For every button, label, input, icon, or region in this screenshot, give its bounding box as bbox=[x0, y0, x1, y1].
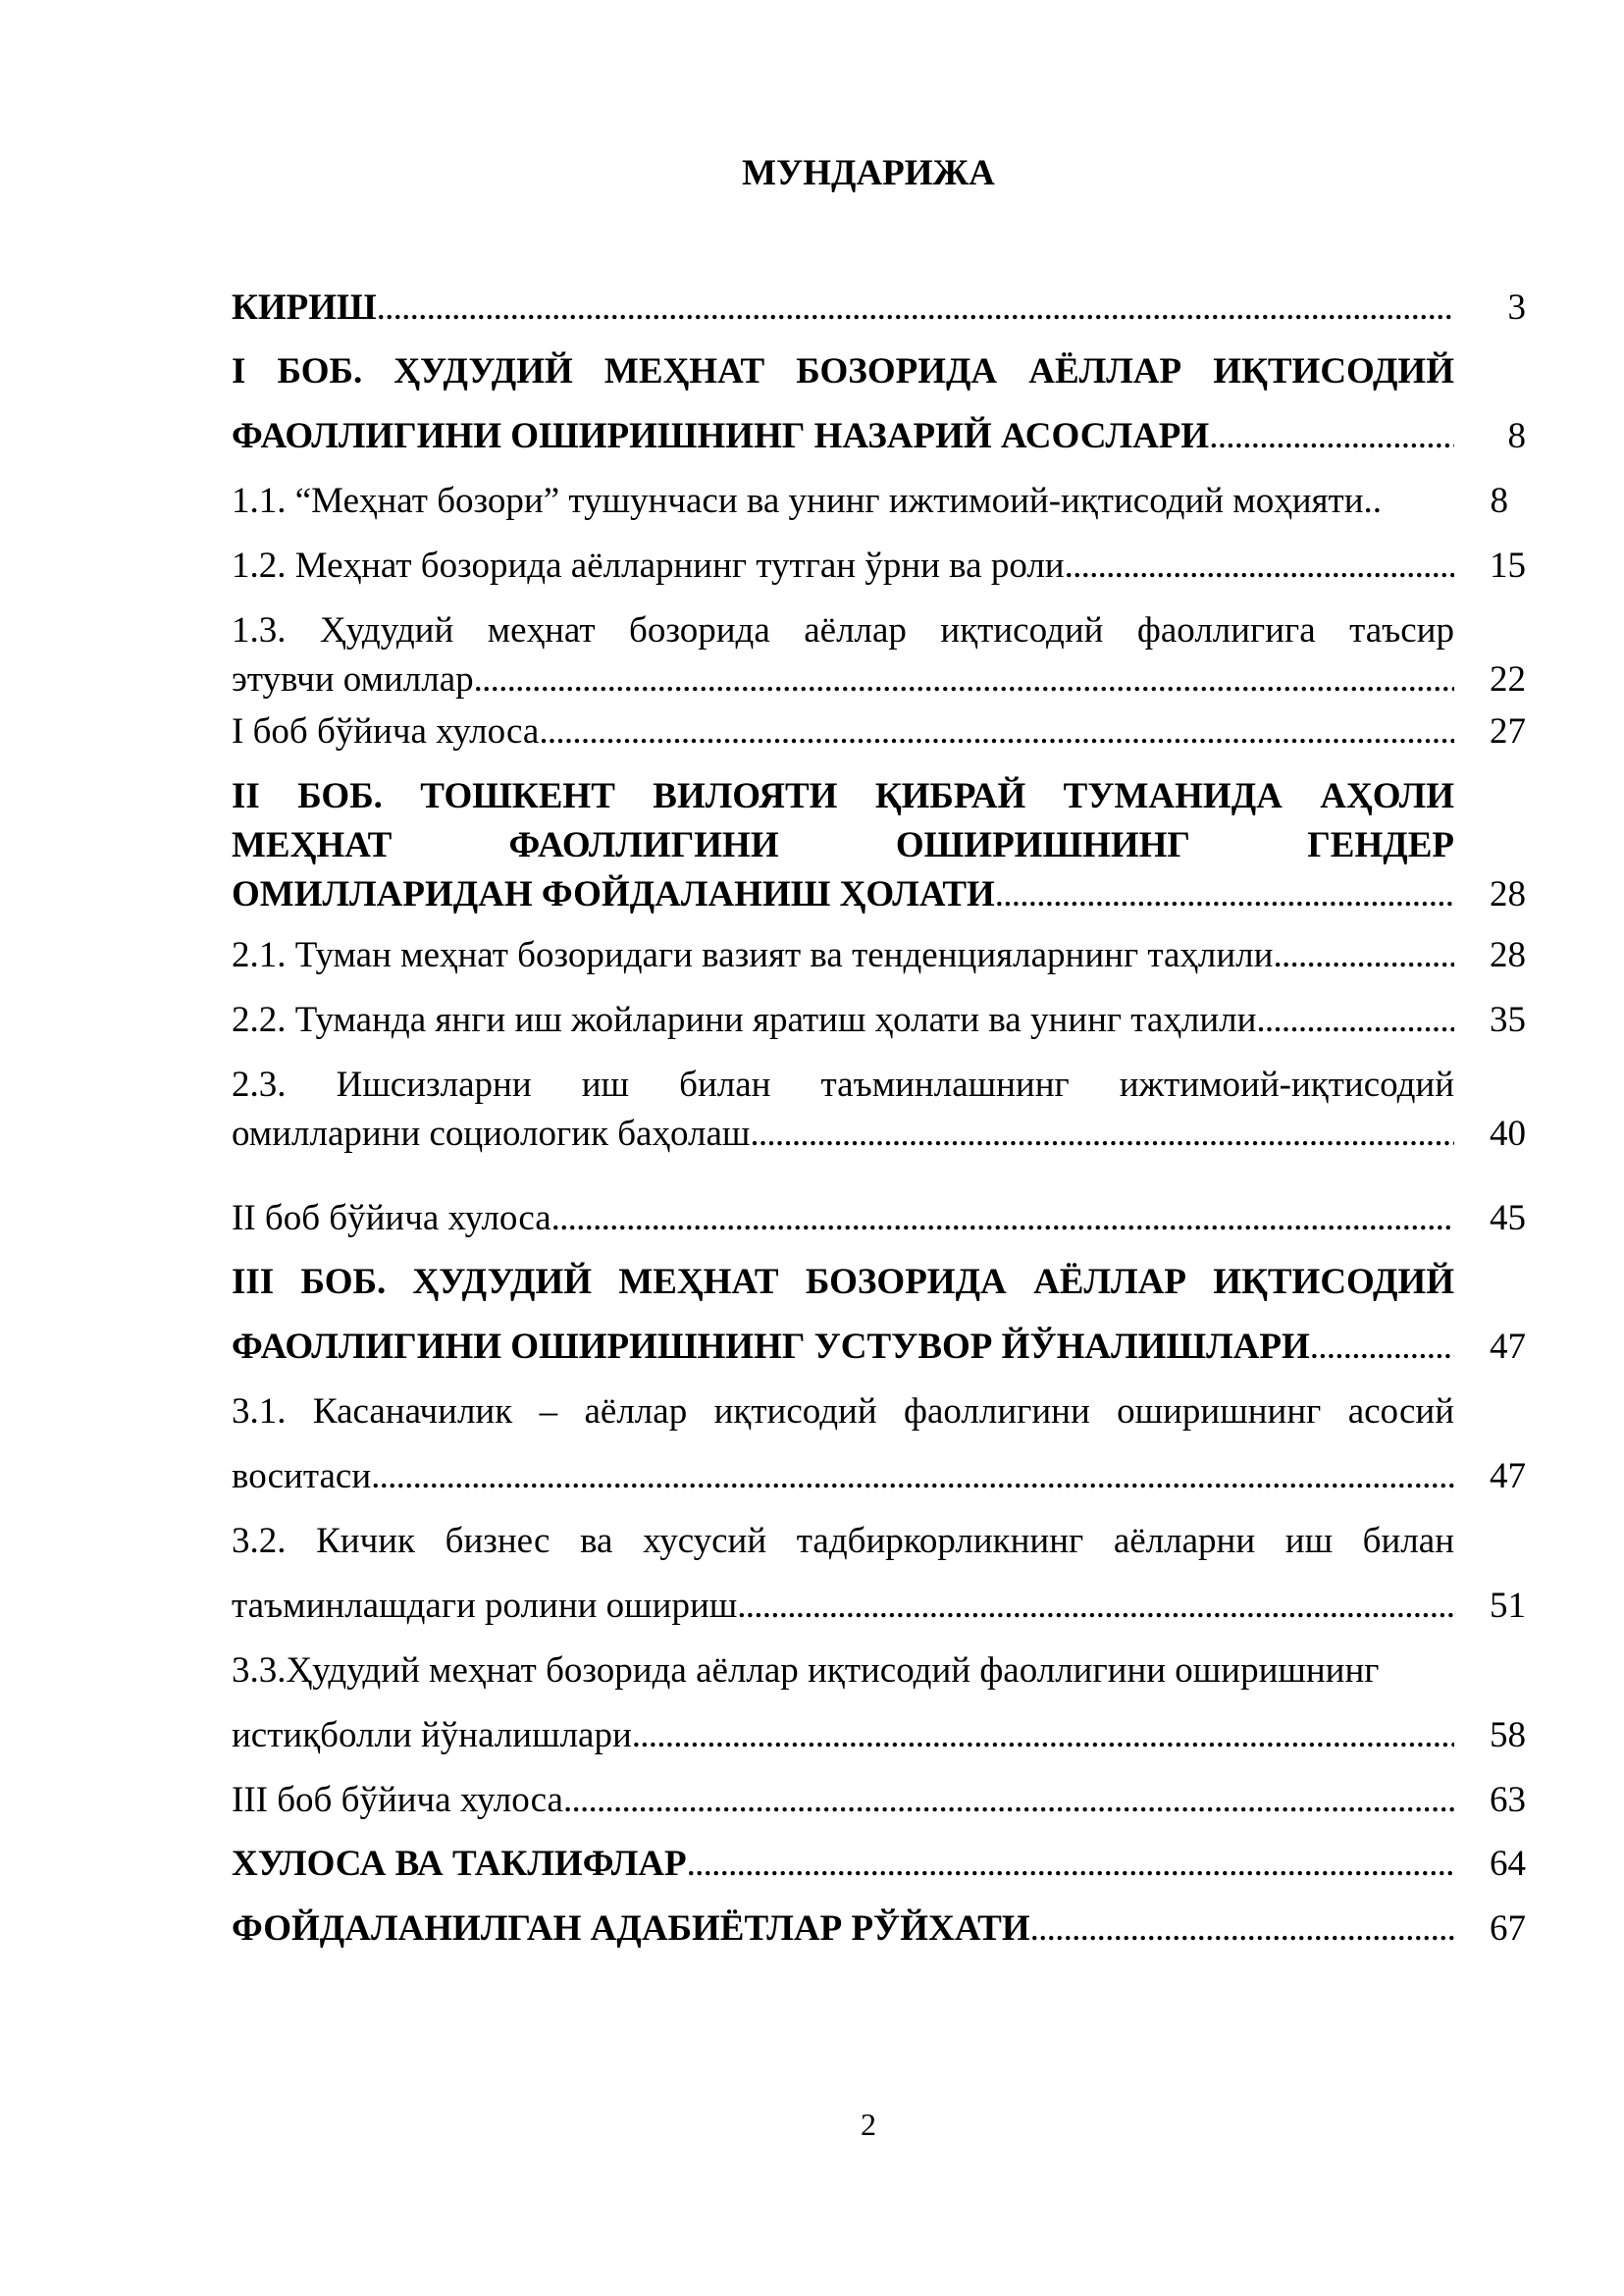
toc-entry-text: ФОЙДАЛАНИЛГАН АДАБИЁТЛАР РЎЙХАТИ bbox=[232, 1908, 1030, 1949]
page-title: МУНДАРИЖА bbox=[742, 153, 995, 193]
toc-page-number: 28 bbox=[1490, 935, 1526, 975]
toc-entry-text: I боб бўйича хулоса bbox=[232, 711, 540, 752]
toc-page-number: 27 bbox=[1490, 711, 1526, 752]
dot-leader bbox=[687, 1843, 1454, 1886]
dot-leader bbox=[1273, 934, 1454, 977]
toc-entry-text: III боб бўйича хулоса bbox=[232, 1780, 563, 1820]
toc-entry-text: ФАОЛЛИГИНИ ОШИРИШНИНГ НАЗАРИЙ АСОСЛАРИ bbox=[232, 416, 1210, 456]
toc-chapter-1-line1[interactable]: I БОБ. ҲУДУДИЙ МЕҲНАТ БОЗОРИДА АЁЛЛАР ИҚТИСОДИЙ bbox=[232, 351, 1454, 391]
toc-entry-introduction[interactable] bbox=[232, 287, 1454, 330]
toc-page-number: 28 bbox=[1490, 874, 1526, 914]
dot-leader bbox=[1030, 1907, 1454, 1951]
toc-entry-text: таъминлашдаги ролини ошириш bbox=[232, 1586, 738, 1626]
toc-chapter-2[interactable] bbox=[232, 873, 1454, 916]
toc-page-number: 3 bbox=[1507, 287, 1526, 328]
dot-leader bbox=[1256, 999, 1454, 1042]
toc-page-number: 35 bbox=[1490, 1000, 1526, 1040]
toc-page-number: 63 bbox=[1490, 1780, 1526, 1820]
toc-section-3-3-line1[interactable]: 3.3.Ҳудудий меҳнат бозорида аёллар иқтисодий фаоллигини оширишнинг bbox=[232, 1650, 1380, 1691]
dot-leader bbox=[1310, 1326, 1454, 1369]
toc-entry-text: этувчи омиллар bbox=[232, 659, 474, 700]
toc-page-number: 64 bbox=[1490, 1844, 1526, 1884]
toc-chapter-3-line1[interactable]: III БОБ. ҲУДУДИЙ МЕҲНАТ БОЗОРИДА АЁЛЛАР ИҚТИСОДИЙ bbox=[232, 1262, 1454, 1302]
toc-section-3-2-line1[interactable]: 3.2. Кичик бизнес ва хусусий тадбиркорликнинг аёлларни иш билан bbox=[232, 1521, 1454, 1561]
toc-section-3-3[interactable] bbox=[232, 1714, 1454, 1757]
toc-entry-text: КИРИШ bbox=[232, 287, 377, 328]
toc-entry-text: 2.2. Туманда янги иш жойларини яратиш ҳолати ва унинг таҳлили bbox=[232, 1000, 1257, 1040]
dot-leader bbox=[1065, 545, 1454, 588]
toc-chapter-2-line2[interactable]: МЕҲНАТ ФАОЛЛИГИНИ ОШИРИШНИНГ ГЕНДЕР bbox=[232, 825, 1454, 865]
toc-page-number: 47 bbox=[1490, 1456, 1526, 1496]
dot-leader bbox=[377, 287, 1454, 330]
toc-entry-text: 1.2. Меҳнат бозорида аёлларнинг тутган ўрни ва роли bbox=[232, 546, 1065, 586]
toc-page-number: 22 bbox=[1490, 659, 1526, 700]
dot-leader bbox=[539, 710, 1454, 754]
toc-entry-text: ОМИЛЛАРИДАН ФОЙДАЛАНИШ ҲОЛАТИ bbox=[232, 874, 995, 914]
toc-page-number: 67 bbox=[1490, 1908, 1526, 1949]
dot-leader bbox=[1209, 415, 1454, 458]
toc-chapter-1-summary[interactable] bbox=[232, 710, 1454, 754]
toc-section-3-2[interactable] bbox=[232, 1585, 1454, 1628]
toc-chapter-2-line1[interactable]: II БОБ. ТОШКЕНТ ВИЛОЯТИ ҚИБРАЙ ТУМАНИДА АҲОЛИ bbox=[232, 776, 1454, 816]
toc-chapter-1[interactable] bbox=[232, 415, 1454, 458]
toc-chapter-2-summary[interactable] bbox=[232, 1197, 1454, 1240]
toc-references[interactable] bbox=[232, 1907, 1454, 1951]
toc-entry-text: II боб бўйича хулоса bbox=[232, 1198, 551, 1238]
toc-page-number: 8 bbox=[1507, 416, 1526, 456]
toc-section-3-1[interactable] bbox=[232, 1455, 1454, 1498]
dot-leader bbox=[737, 1585, 1454, 1628]
dot-leader bbox=[474, 658, 1454, 702]
toc-section-2-3[interactable] bbox=[232, 1113, 1454, 1156]
toc-chapter-3[interactable] bbox=[232, 1326, 1454, 1369]
toc-page-number: 8 bbox=[1490, 481, 1508, 521]
toc-page-number: 47 bbox=[1490, 1327, 1526, 1367]
toc-section-2-2[interactable] bbox=[232, 999, 1454, 1042]
toc-section-3-1-line1[interactable]: 3.1. Касаначилик – аёллар иқтисодий фаоллигини оширишнинг асосий bbox=[232, 1391, 1454, 1432]
toc-entry-text: ХУЛОСА ВА ТАКЛИФЛАР bbox=[232, 1844, 687, 1884]
dot-leader bbox=[551, 1197, 1454, 1240]
toc-conclusions[interactable] bbox=[232, 1843, 1454, 1886]
toc-entry-text: 2.1. Туман меҳнат бозоридаги вазият ва тенденцияларнинг таҳлили bbox=[232, 935, 1274, 975]
toc-section-1-1[interactable] bbox=[232, 480, 1454, 523]
dot-leader bbox=[632, 1714, 1454, 1757]
toc-section-1-2[interactable] bbox=[232, 545, 1454, 588]
toc-page-number: 15 bbox=[1490, 546, 1526, 586]
dot-leader bbox=[995, 873, 1454, 916]
toc-entry-text: омилларини социологик баҳолаш bbox=[232, 1114, 751, 1154]
dot-leader bbox=[563, 1779, 1454, 1822]
toc-entry-text: воситаси bbox=[232, 1456, 372, 1496]
footer-page-number: 2 bbox=[861, 2107, 876, 2142]
toc-page-number: 51 bbox=[1490, 1586, 1526, 1626]
toc-page-number: 45 bbox=[1490, 1198, 1526, 1238]
toc-chapter-3-summary[interactable] bbox=[232, 1779, 1454, 1822]
dot-leader bbox=[371, 1455, 1454, 1498]
toc-entry-text: 1.1. “Меҳнат бозори” тушунчаси ва унинг ижтимоий-иқтисодий моҳияти.. bbox=[232, 481, 1383, 521]
toc-page-number: 40 bbox=[1490, 1114, 1526, 1154]
toc-entry-text: истиқболли йўналишлари bbox=[232, 1715, 632, 1755]
toc-entry-text: ФАОЛЛИГИНИ ОШИРИШНИНГ УСТУВОР ЙЎНАЛИШЛАРИ bbox=[232, 1327, 1310, 1367]
toc-section-2-1[interactable] bbox=[232, 934, 1454, 977]
dot-leader bbox=[750, 1113, 1454, 1156]
toc-page-number: 58 bbox=[1490, 1715, 1526, 1755]
toc-section-2-3-line1[interactable]: 2.3. Ишсизларни иш билан таъминлашнинг ижтимоий-иқтисодий bbox=[232, 1065, 1454, 1105]
toc-section-1-3[interactable] bbox=[232, 658, 1454, 702]
toc-section-1-3-line1[interactable]: 1.3. Ҳудудий меҳнат бозорида аёллар иқтисодий фаоллигига таъсир bbox=[232, 610, 1454, 651]
